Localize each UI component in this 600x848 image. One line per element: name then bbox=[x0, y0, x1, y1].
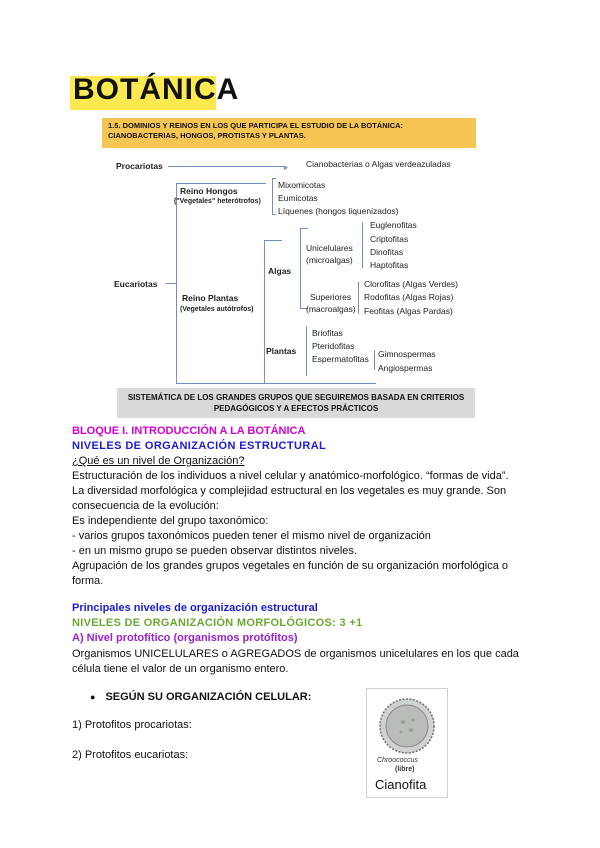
body-line-1: Estructuración de los individuos a nivel celular y anatómico-morfológico. “formas de vida”. bbox=[72, 470, 509, 482]
bullet-text: SEGÚN SU ORGANIZACIÓN CELULAR: bbox=[105, 691, 312, 703]
plantas-items-bracket bbox=[306, 326, 307, 376]
body-line-7: Agrupación de los grandes grupos vegetales en función de su organización morfológica o bbox=[72, 560, 509, 572]
hongos-item-1: Mixomicotas bbox=[278, 180, 326, 190]
section-banner: 1.5. DOMINIOS Y REINOS EN LOS QUE PARTICIPA EL ESTUDIO DE LA BOTÁNICA: CIANOBACTERIAS, HONGOS, PROTISTAS Y PLANTAS. bbox=[102, 118, 476, 148]
unicelulares-bracket bbox=[362, 222, 363, 268]
body-line-6: - en un mismo grupo se pueden observar distintos niveles. bbox=[72, 545, 357, 557]
organismos-line-1: Organismos UNICELULARES o AGREGADOS de organismos unicelulares en los que cada bbox=[72, 648, 519, 660]
algas-bracket bbox=[300, 228, 301, 308]
body-line-3: consecuencia de la evolución: bbox=[72, 500, 219, 512]
hongos-bracket-top bbox=[176, 183, 266, 184]
figure-caption: Cianofita bbox=[375, 777, 427, 792]
page-title: BOTÁNICA bbox=[73, 73, 240, 106]
plantas-item-1: Briofitas bbox=[312, 328, 343, 338]
hongos-items-bracket bbox=[272, 178, 273, 214]
plantas-bracket-bottom bbox=[176, 383, 376, 384]
figure-note: (libre) bbox=[395, 766, 415, 773]
nivel-a-heading: A) Nivel protofítico (organismos protófitos) bbox=[72, 632, 298, 644]
procariotas-label: Procariotas bbox=[116, 161, 163, 171]
protofitos-eucariotas: 2) Protofitos eucariotas: bbox=[72, 749, 189, 761]
unicelulares-item-3: Dinofitas bbox=[370, 247, 404, 257]
eucariotas-bracket bbox=[176, 183, 177, 383]
plantas-item-3: Espermatofitas bbox=[312, 354, 369, 364]
hongos-item-3: Líquenes (hongos liquenizados) bbox=[278, 206, 399, 216]
chroococcus-cell-illustration bbox=[367, 693, 447, 759]
superiores-item-3: Feofitas (Algas Pardas) bbox=[364, 306, 453, 316]
superiores-item-1: Clorofitas (Algas Verdes) bbox=[364, 279, 459, 289]
taxonomy-diagram bbox=[0, 0, 600, 390]
bullet-icon: ● bbox=[90, 692, 96, 702]
hongos-item-2: Eumicotas bbox=[278, 193, 318, 203]
body-line-5: - varios grupos taxonómicos pueden tener el mismo nivel de organización bbox=[72, 530, 431, 542]
plantas-label: Plantas bbox=[266, 346, 297, 356]
esperma-bracket bbox=[374, 350, 375, 370]
algas-bracket-top bbox=[300, 228, 308, 229]
hongos-items-top bbox=[272, 178, 276, 179]
body-line-2: La diversidad morfológica y complejidad estructural en los vegetales es muy grande. Son bbox=[72, 485, 507, 497]
esperma-item-1: Gimnospermas bbox=[378, 349, 436, 359]
plantas-item-2: Pteridofitas bbox=[312, 341, 355, 351]
figure-species: Chroococcus bbox=[377, 757, 418, 764]
plantas-bracket-top bbox=[264, 240, 282, 241]
question-text: ¿Qué es un nivel de Organización? bbox=[72, 455, 245, 467]
eucariotas-label: Eucariotas bbox=[114, 279, 158, 289]
unicelulares-sub: (microalgas) bbox=[306, 255, 353, 265]
eucariotas-connector bbox=[166, 283, 176, 284]
superiores-label: Superiores bbox=[310, 292, 352, 302]
superiores-bracket bbox=[358, 282, 359, 314]
principales-heading: Principales niveles de organización estructural bbox=[72, 602, 318, 614]
bloque-heading: BLOQUE I. INTRODUCCIÓN A LA BOTÁNICA bbox=[72, 425, 306, 437]
unicelulares-item-2: Criptofitas bbox=[370, 234, 409, 244]
hongos-items-bottom bbox=[272, 214, 276, 215]
arrow-head: ▸ bbox=[284, 163, 289, 172]
cianobacterias-label: Cianobacterias o Algas verdeazuladas bbox=[306, 159, 451, 169]
superiores-item-2: Rodofitas (Algas Rojas) bbox=[364, 292, 454, 302]
unicelulares-item-1: Euglenofitas bbox=[370, 220, 417, 230]
protofitos-procariotas: 1) Protofitos procariotas: bbox=[72, 719, 192, 731]
procariotas-arrow-line bbox=[168, 166, 286, 167]
reino-hongos-sub: ("Vegetales" heterótrofos) bbox=[174, 198, 261, 205]
body-line-4: Es independiente del grupo taxonómico: bbox=[72, 515, 269, 527]
reino-plantas-label: Reino Plantas bbox=[182, 293, 239, 303]
reino-hongos-label: Reino Hongos bbox=[180, 186, 238, 196]
algas-label: Algas bbox=[268, 266, 292, 276]
organismos-line-2: célula tiene el valor de un organismo entero. bbox=[72, 663, 289, 675]
unicelulares-item-4: Haptofitas bbox=[370, 260, 409, 270]
body-line-8: forma. bbox=[72, 575, 104, 587]
morfologicos-heading: NIVELES DE ORGANIZACIÓN MORFOLÓGICOS: 3 +1 bbox=[72, 617, 363, 629]
niveles-heading: NIVELES DE ORGANIZACIÓN ESTRUCTURAL bbox=[72, 440, 327, 452]
reino-plantas-sub: (Vegetales autótrofos) bbox=[180, 306, 254, 313]
cianofita-figure bbox=[366, 688, 448, 798]
bullet-item bbox=[90, 691, 311, 703]
sistematica-box: SISTEMÁTICA DE LOS GRANDES GRUPOS QUE SEGUIREMOS BASADA EN CRITERIOS PEDAGÓGICOS Y A EFECTOS PRÁCTICOS bbox=[117, 388, 475, 418]
esperma-item-2: Angiospermas bbox=[378, 363, 433, 373]
plantas-bracket bbox=[264, 240, 265, 383]
superiores-sub: (macroalgas) bbox=[306, 304, 356, 314]
unicelulares-label: Unicelulares bbox=[306, 243, 353, 253]
